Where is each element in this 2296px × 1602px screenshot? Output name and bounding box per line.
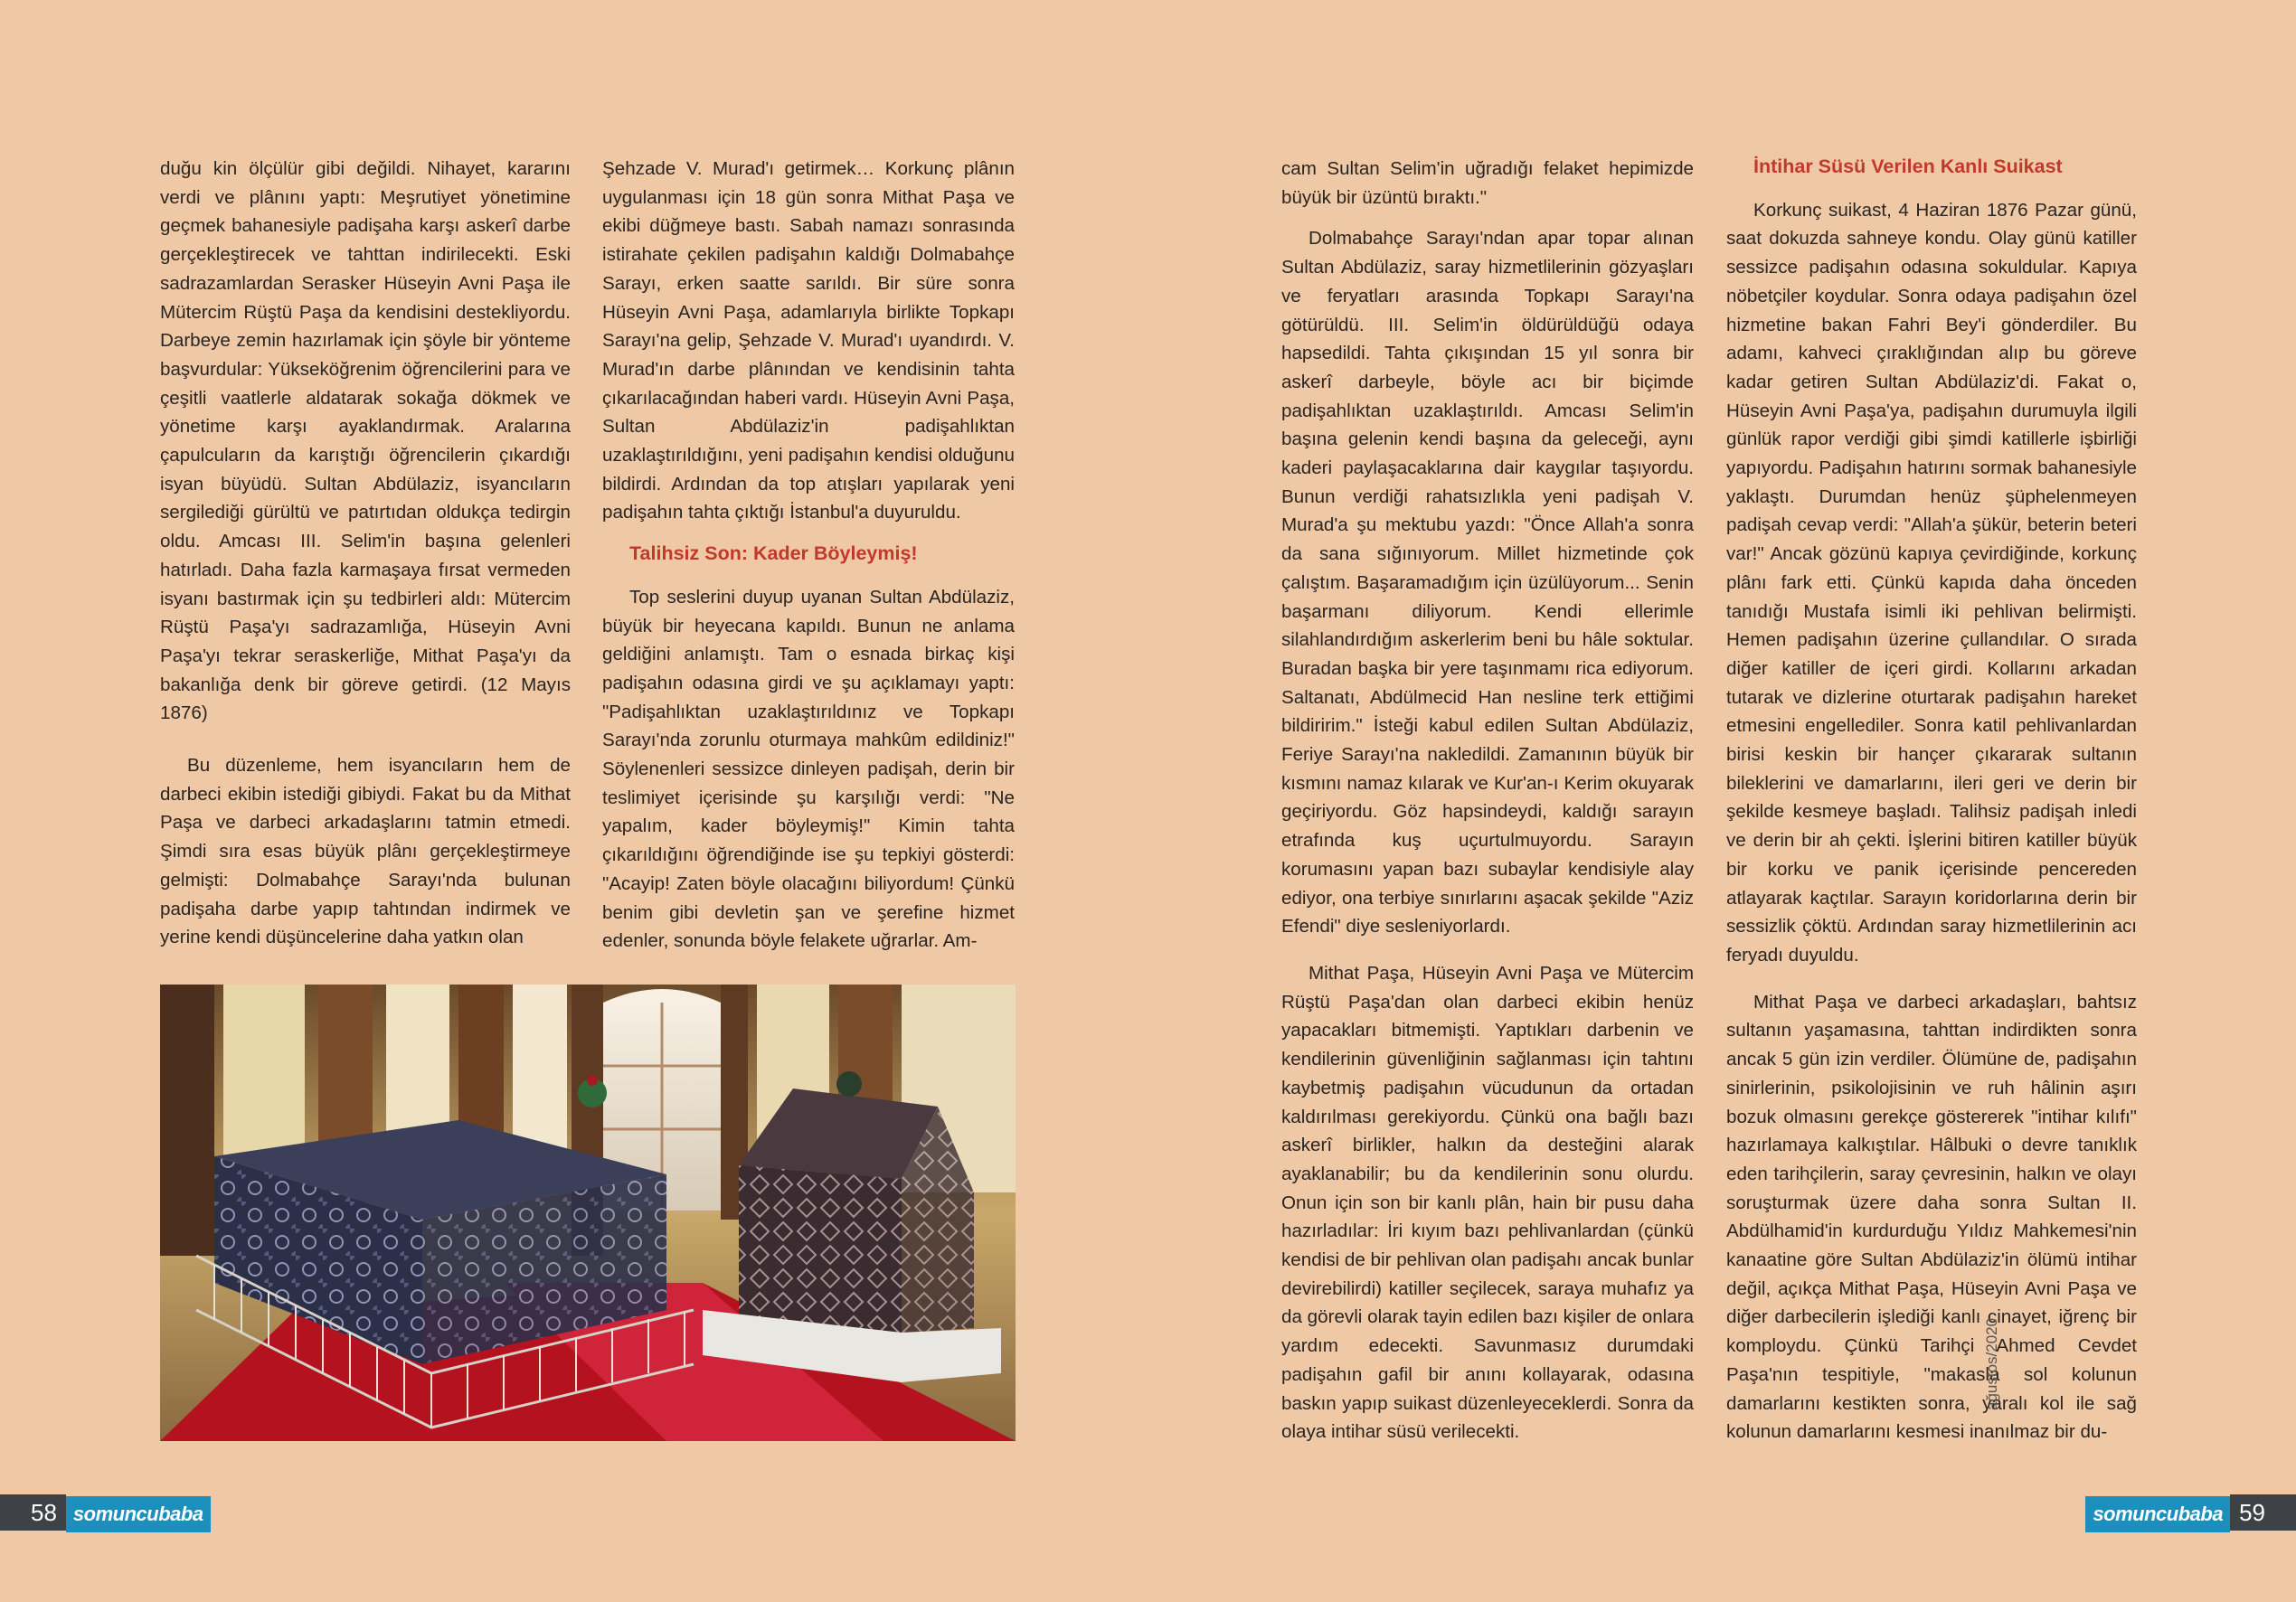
paragraph: Bu düzenleme, hem isyancıların hem de darbeci ekibin istediği gibiydi. Fakat bu da Mithat Paşa ve darbeci arkadaşlarını tatmin etmedi. Şimdi sıra esas büyük plânı gerçekleştirmeye gelmişti: Dolmabahçe Sarayı'nda bulunan padişaha darbe yapıp tahtından indirmek ve yerine kendi düşüncelerine daha yatkın olan: [160, 755, 571, 948]
tomb-photo: [160, 985, 1016, 1441]
left-column-1: [160, 155, 571, 965]
brand-logo: somuncubaba: [66, 1496, 211, 1532]
left-folio: [0, 1494, 211, 1531]
page-number: 59: [2230, 1494, 2296, 1531]
paragraph: Korkunç suikast, 4 Haziran 1876 Pazar günü, saat dokuzda sahneye kondu. Olay günü katiller sessizce padişahın odasına sokuldular. Kapıya nöbetçiler koydular. Sonra odaya padişahın özel hizmetine bakan Fahri Bey'i gönderdiler. Bu adamı, kahveci çıraklığından alıp bu göreve kadar getiren Sultan Abdülaziz'di. Fakat o, Hüseyin Avni Paşa'ya, padişahın durumuyla ilgili günlük rapor verdiği gibi şimdi katillerle işbirliği yapıyordu. Padişahın hatırını sormak bahanesiyle yaklaştı. Durumdan henüz şüphelenmeyen padişah cevap verdi: "Allah'a şükür, beterin beteri var!" Ancak gözünü kapıya çevirdiğinde, korkunç plânı fark etti. Çünkü kapıda daha önceden tanıdığı Mustafa isimli iki pehlivan belirmişti. Hemen padişahın üzerine çullandılar. O sırada diğer katiller de içeri girdi. Kollarını arkadan tutarak ve dizlerine oturtarak padişahın hareket etmesini engellediler. Sonra katil pehlivanlardan birisi keskin bir hançer çıkararak sultanın bileklerini ve damarlarını, ileri geri ve derin bir şekilde kesmeye başladı. Talihsiz padişah inledi ve derin bir ah çekti. İşlerini bitiren katiller büyük bir korku ve panik içerisinde pencereden atlayarak kaçtılar. Sarayın koridorlarına derin bir sessizlik çöktü. Ardından saray hizmetlilerinin acı feryadı duyuldu.: [1726, 199, 2137, 966]
paragraph: Mithat Paşa, Hüseyin Avni Paşa ve Mütercim Rüştü Paşa'dan olan darbeci ekibin henüz yapacakları bitmemişti. Yaptıkları darbenin ve kendilerinin güvenliğinin sağlanması için tahtını kaybetmiş padişahın vücudunun da ortadan kaldırılması gerekiyordu. Çünkü ona bağlı bazı askerî birlikler, halkın da desteğini alarak ayaklanabilir; bu da kendilerinin sonu olurdu. Onun için son bir kanlı plân, hain bir pusu daha hazırladılar: İri kıyım bazı pehlivanlardan (çünkü kendisi de bir pehlivan olan padişahı ancak bunlar devirebilirdi) katiller seçilecek, saraya muhafız ya da görevli olarak tayin edilen bazı kişiler de onlara yardım edecekti. Savunmasız durumdaki padişahın gafil bir anını kollayarak, odasına baskın yapıp suikast düzenleyeceklerdi. Sonra da olaya intihar süsü verilecekti.: [1281, 962, 1694, 1443]
paragraph: Dolmabahçe Sarayı'ndan apar topar alınan Sultan Abdülaziz, saray hizmetlilerinin gözyaşları ve feryatları arasında Topkapı Sarayı'na götürüldü. III. Selim'in öldürüldüğü odaya hapsedildi. Tahta çıkışından 15 yıl sonra bir askerî darbeyle, böyle acı bir biçimde padişahlıktan uzaklaştırıldı. Amcası Selim'in başına gelenin kendi başına da geleceği, aynı kaderi paylaşacaklarına dair kaygılar taşıyordu. Bunun verdiği rahatsızlıkla yeni padişah V. Murad'a şu mektubu yazdı: "Önce Allah'a sonra da sana sığınıyorum. Millet hizmetinde çok çalıştım. Başaramadığım için üzülüyorum... Senin başarmanı diliyorum. Kendi ellerimle silahlandırdığım askerlerim beni bu hâle soktular. Buradan başka bir yere taşınmamı rica ediyorum. Saltanatı, Abdülmecid Han nesline terk ettiğimi bildiririm." İsteği kabul edilen Sultan Abdülaziz, Feriye Sarayı'na nakledildi. Zamanının büyük bir kısmını namaz kılarak ve Kur'an-ı Kerim okuyarak geçiriyordu. Göz hapsindeydi, kaldığı sarayın etrafında kuş uçurtulmuyordu. Sarayın korumasını yapan bazı subaylar kendisiyle alay ediyor, ona terbiye sınırlarını aşacak şekilde "Aziz Efendi" diye sesleniyorlardı.: [1281, 228, 1694, 938]
paragraph: cam Sultan Selim'in uğradığı felaket hepimizde büyük bir üzüntü bıraktı.": [1281, 158, 1694, 208]
left-column-2: [602, 155, 1015, 968]
paragraph: Şehzade V. Murad'ı getirmek… Korkunç plânın uygulanması için 18 gün sonra Mithat Paşa ve ekibi düğmeye bastı. Sabah namazı sonrasında istirahate çekilen padişahın kaldığı Dolmabahçe Sarayı, erken saatte sarıldı. Bir süre sonra Hüseyin Avni Paşa, adamlarıyla birlikte Topkapı Sarayı'na gelip, Şehzade V. Murad'ı uyandırdı. V. Murad'ın darbe plânından ve kendisinin tahta çıkarılacağından haberi vardı. Hüseyin Avni Paşa, Sultan Abdülaziz'in padişahlıktan uzaklaştırıldığını, yeni padişahın kendisi olduğunu bildirdi. Ardından da top atışları yapılarak yeni padişahın tahta çıktığı İstanbul'a duyuruldu.: [602, 158, 1015, 523]
brand-logo: somuncubaba: [2085, 1496, 2230, 1532]
paragraph: Mithat Paşa ve darbeci arkadaşları, bahtsız sultanın yaşamasına, tahttan indirdikten sonra ancak 5 gün izin verdiler. Ölümüne de, padişahın sinirlerinin, psikolojisinin ve ruh hâlinin aşırı bozuk olmasını gerekçe göstererek "intihar kılıfı" hazırlamaya kalkıştılar. Hâlbuki o devre tanıklık eden tarihçilerin, saray çevresinin, halkın ve olayı soruşturmak üzere daha sonra Sultan II. Abdülhamid'in kurdurduğu Yıldız Mahkemesi'nin kanaatine göre Sultan Abdülaziz'in ölümü intihar değil, açıkça Mithat Paşa, Hüseyin Avni Paşa ve diğer darbecilerin işlediği kanlı cinayet, iğrenç bir komploydu. Çünkü Tarihçi Ahmed Cevdet Paşa'nın tespitiyle, "makasla sol kolunun damarlarını kestikten sonra, yaralı kol ile sağ kolunun damarlarını kesmesi inanılmaz bir du-: [1726, 991, 2137, 1443]
right-folio: [2085, 1494, 2296, 1531]
issue-date: ağustos/2020: [1983, 1317, 2000, 1410]
paragraph: duğu kin ölçülür gibi değildi. Nihayet, kararını verdi ve plânını yaptı: Meşrutiyet yönetimine geçmek bahanesiyle padişaha karşı askerî darbe gerçekleştirecek ve tahttan indirilecekti. Eski sadrazamlardan Serasker Hüseyin Avni Paşa ile Mütercim Rüştü Paşa da kendisini destekliyordu. Darbeye zemin hazırlamak için şöyle bir yönteme başvurdular: Yükseköğrenim öğrencilerini para ve çeşitli vaatlerle aldatarak sokağa dökmek ve yönetime karşı ayaklandırmak. Aralarına çapulcuların da karıştığı öğrencilerin çıkardığı isyan büyüdü. Sultan Abdülaziz, isyancıların sergilediği gürültü ve patırtıdan oldukça tedirgin oldu. Amcası III. Selim'in başına gelenleri hatırladı. Daha fazla karmaşaya fırsat vermeden isyanı bastırmak için şu tedbirleri aldı: Mütercim Rüştü Paşa'yı sadrazamlığa, Hüseyin Avni Paşa'yı tekrar seraskerliğe, Mithat Paşa'yı da bakanlığa denk bir göreve getirdi. (12 Mayıs 1876): [160, 158, 571, 724]
section-heading: İntihar Süsü Verilen Kanlı Suikast: [1753, 155, 2063, 177]
page-number: 58: [0, 1494, 66, 1531]
section-heading: Talihsiz Son: Kader Böyleymiş!: [629, 542, 918, 565]
right-column-2: [1726, 147, 2137, 1459]
paragraph: Top seslerini duyup uyanan Sultan Abdülaziz, büyük bir heyecana kapıldı. Bunun ne anlama geldiğini anlamıştı. Tam o esnada birkaç kişi padişahın odasına girdi ve şu açıklamayı yaptı: "Padişahlıktan uzaklaştırıldınız ve Topkapı Sarayı'nda zorunlu oturmaya mahkûm edildiniz!" Söylenenleri sessizce dinleyen padişah, derin bir teslimiyet içerisinde şu karşılığı verdi: "Ne yapalım, kader böyleymiş!" Kimin tahta çıkarıldığını öğrendiğinde ise şu tepkiyi gösterdi: "Acayip! Zaten böyle olacağını biliyordum! Çünkü benim gibi devletin şan ve şerefine hizmet edenler, sonunda böyle felakete uğrarlar. Am-: [602, 586, 1015, 952]
tomb-photo-illustration: [160, 985, 1016, 1441]
right-column-1: [1281, 155, 1694, 1459]
